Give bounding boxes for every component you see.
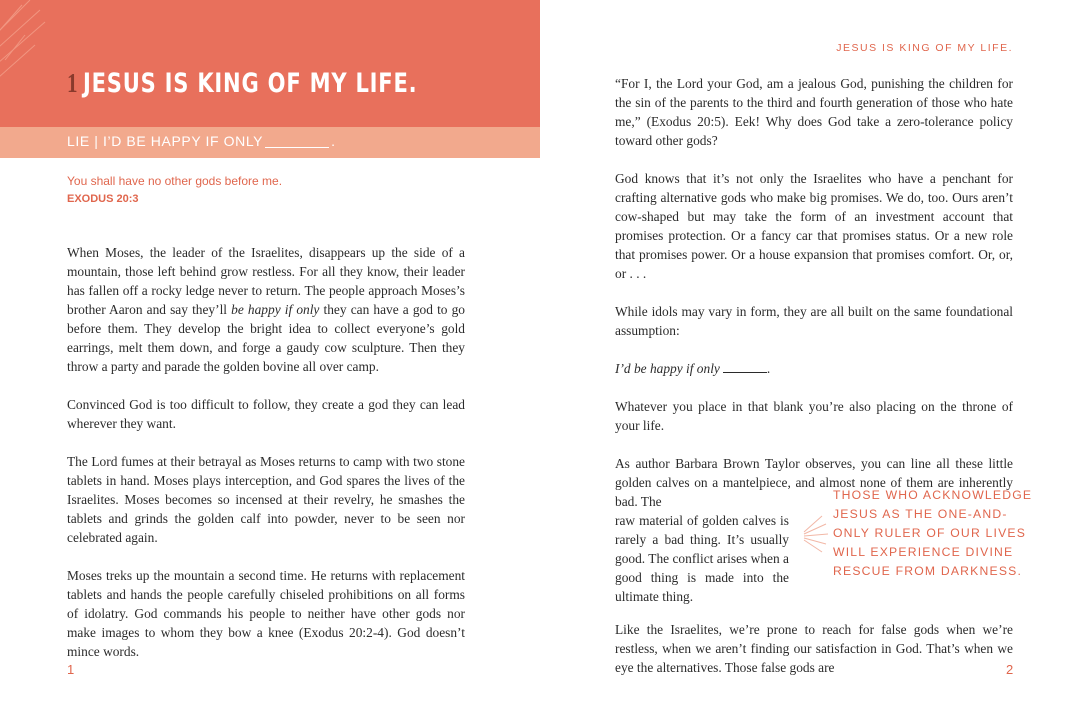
verse-reference: EXODUS 20:3 [67,193,139,205]
lie-label: LIE | I’D BE HAPPY IF ONLY [67,133,264,149]
body-paragraph: God knows that it’s not only the Israelites who have a penchant for crafting alternative gods who make big promises. We do, too. Ours aren’t cow-shaped but may take the form of an investment account that promises protection. Or a fancy car that promises status. Or a new role that promises power. Or a house expansion that promises comfort. Or, or, or . . . [615,171,1013,281]
pull-quote-line: THOSE WHO ACKNOWLEDGE [833,488,1033,502]
chapter-title [67,68,417,99]
paragraph-text: Like the Israelites, we’re prone to [615,622,816,637]
page-number-left: 1 [67,662,75,677]
body-paragraph-narrow: raw material of golden calves is rarely a bad thing. It’s usually good. The conflict arises when a good thing is made into the ultimate thing. [615,513,789,604]
key-verse [67,172,282,208]
chapter-title-text: JESUS IS KING OF MY LIFE. [82,68,418,99]
italic-assumption [615,359,1013,378]
body-paragraph [67,243,465,376]
lie-end: . [331,133,336,149]
running-head: JESUS IS KING OF MY LIFE. [836,42,1013,54]
body-paragraph: The Lord fumes at their betrayal as Moses returns to camp with two stone tablets in hand. Moses plays interception, and God spares the lives of the Israelites. Moses becomes so incensed at their revelry, he smashes the tablets and grinds the golden calf into powder, never to be seen nor celebrated again. [67,454,465,545]
body-paragraph: Whatever you place in that blank you’re also placing on the throne of your life. [615,399,1013,433]
lie-statement [67,133,336,149]
sunburst-rays-decoration [0,0,80,127]
blank-line [723,361,767,373]
sunburst-rays-decoration [802,486,830,566]
chapter-banner [0,0,540,127]
pull-quote-line: ONLY RULER OF OUR LIVES [833,526,1027,540]
body-paragraph: Moses treks up the mountain a second time. He returns with replacement tablets and hands the people carefully chiseled prohibitions on all forms of idolatry. God commands his people to neither have other gods nor make images to whom they bow a knee (Exodus 20:2-4). God doesn’t mince words. [67,568,465,659]
body-paragraph [615,620,1013,677]
left-body-text [67,243,465,680]
chapter-number: 1 [67,68,79,98]
lie-blank-line [265,135,329,148]
lie-band [0,127,540,158]
paragraph-text: reach for false gods when we’re restless, when we aren’t finding our satisfaction in God. That’s when we eye the alternatives. Those false gods are [615,622,1013,675]
right-body-text [615,74,1013,677]
period: . [766,361,771,376]
body-paragraph: While idols may vary in form, they are all built on the same foundational assumption: [615,304,1013,338]
body-paragraph: Convinced God is too difficult to follow, they create a god they can lead wherever they want. [67,397,465,431]
verse-text: You shall have no other gods before me. [67,174,283,188]
italic-phrase: be happy if only [231,302,320,317]
paragraph-text: When Moses, the leader of the Israelites, disappears up the side of a mountain, those left behind grow restless. For all they know, their leader has fallen off a rocky ledge never to return. The people approach Moses’s brother Aaron and say they’ll [67,245,465,317]
body-paragraph: As author Barbara Brown Taylor observes, you can line all these little golden calves on a mantelpiece, and almost none of them are inherently bad. The [615,456,1013,509]
pull-quote-text [833,486,1032,581]
body-paragraph: “For I, the Lord your God, am a jealous God, punishing the children for the sin of the parents to the third and fourth generation of those who hate me,” (Exodus 20:5). Eek! Why does God take a zero-tolerance policy toward other gods? [615,76,1013,148]
pull-quote-line: RESCUE FROM DARKNESS. [833,564,1023,578]
italic-text: I’d be happy if only [615,361,720,376]
page-number-right: 2 [1006,662,1014,677]
pull-quote-line: WILL EXPERIENCE DIVINE [833,545,1014,559]
paragraph-text: they can have a god to go before them. They develop the bright idea to collect everyone’s gold earrings, melt them down, and forge a gaudy cow sculpture. Then they throw a party and parade the golden bovine all over camp. [67,302,465,374]
pull-quote-line: JESUS AS THE ONE-AND- [833,507,1008,521]
